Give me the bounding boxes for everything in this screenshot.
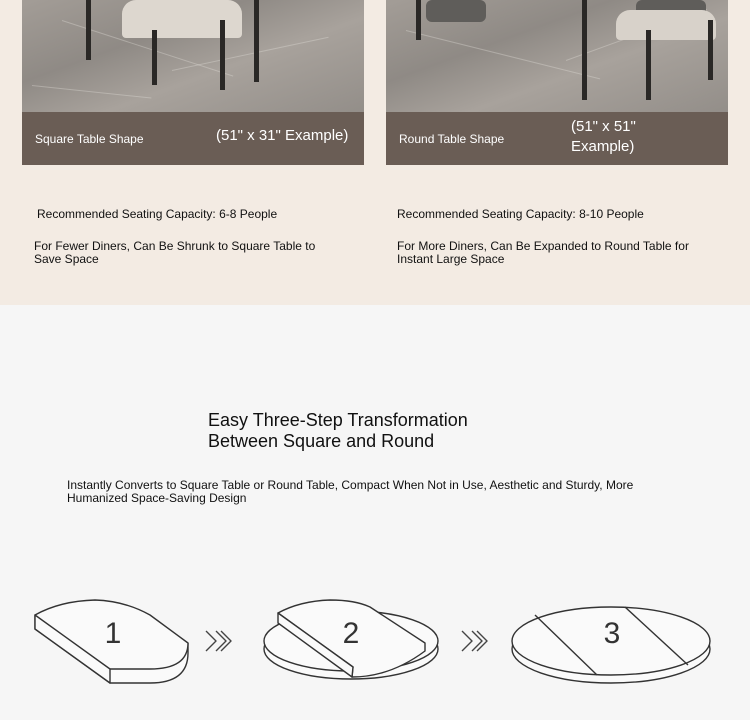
chair-leg [152, 30, 157, 85]
size-label: (51" x 31" Example) [216, 127, 349, 144]
size-label: (51" x 51" Example) [571, 118, 636, 155]
chair-leg [708, 20, 713, 80]
chair-back [426, 0, 486, 22]
chevron-right-icon [206, 631, 231, 651]
step-number: 2 [342, 617, 360, 650]
caption-bar [22, 112, 364, 165]
chair-leg [254, 0, 259, 82]
round-table-photo [386, 0, 728, 165]
square-table-photo [22, 0, 364, 165]
section-title-line2: Between Square and Round [208, 431, 435, 451]
capacity-text-round: Recommended Seating Capacity: 8-10 People [397, 207, 644, 221]
chair-leg [646, 30, 651, 100]
step-number: 3 [603, 617, 621, 650]
section-title [208, 410, 468, 452]
caption-bar [386, 112, 728, 165]
capacity-text-square: Recommended Seating Capacity: 6-8 People [37, 207, 278, 221]
chair-leg [220, 20, 225, 90]
step-number: 1 [104, 617, 122, 650]
chair-seat [616, 10, 716, 40]
shape-label: Square Table Shape [35, 132, 144, 146]
section-title-line1: Easy Three-Step Transformation [208, 410, 468, 430]
transformation-steps-diagram [0, 585, 750, 695]
chair-leg [416, 0, 421, 40]
shape-label: Round Table Shape [399, 132, 505, 146]
chair-leg [86, 0, 91, 60]
description-text-square: For Fewer Diners, Can Be Shrunk to Square Table to Save Space [34, 239, 316, 266]
section-subtitle: Instantly Converts to Square Table or Round Table, Compact When Not in Use, Aesthetic and Sturdy, More Humanized Space-Saving Design [67, 478, 634, 505]
chair-leg [582, 0, 587, 100]
description-text-round: For More Diners, Can Be Expanded to Round Table for Instant Large Space [397, 239, 689, 266]
chevron-right-icon [462, 631, 487, 651]
